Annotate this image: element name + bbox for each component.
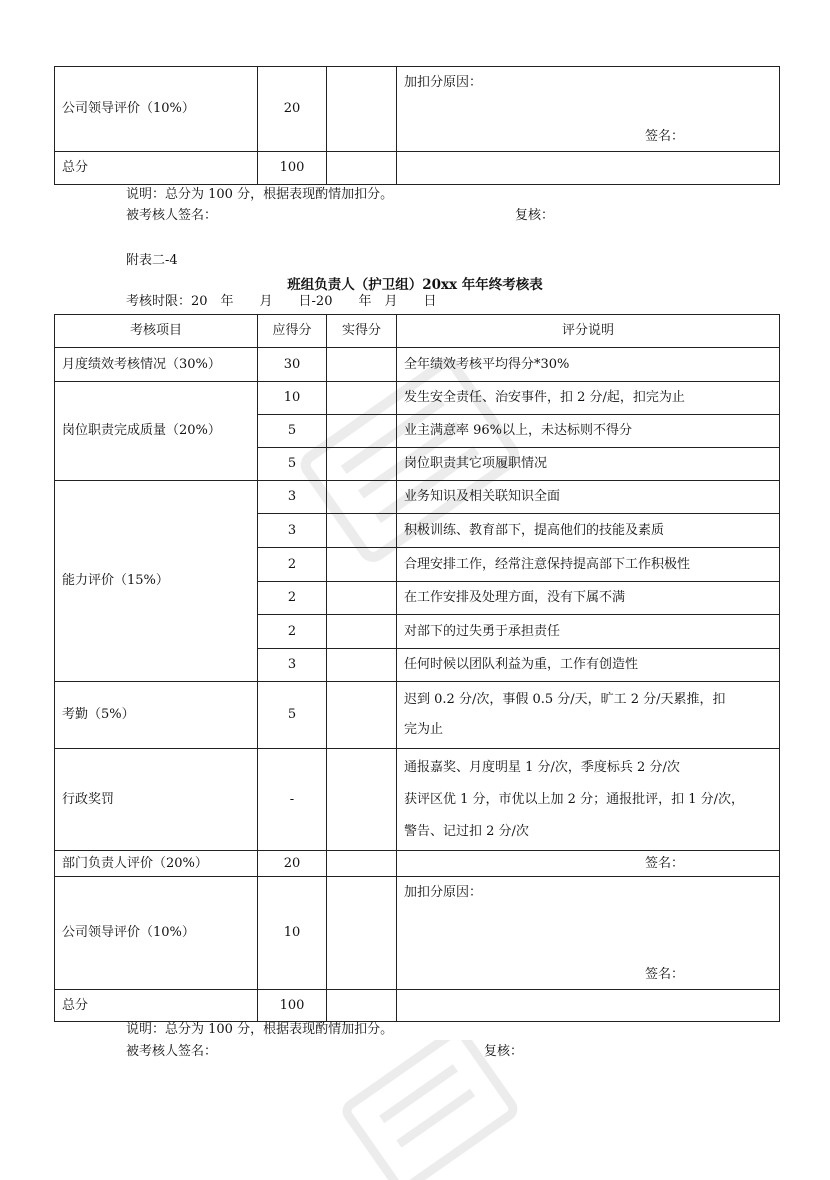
table-row	[55, 851, 780, 877]
note-text: 说明：总分为 100 分，根据表现酌情加扣分。	[126, 1022, 394, 1037]
standard-score-cell: 30	[258, 348, 327, 382]
description-cell: 发生安全责任、治安事件，扣 2 分/起，扣完为止	[397, 382, 780, 415]
reason-cell[interactable]	[397, 67, 780, 152]
actual-score-cell[interactable]	[327, 682, 397, 749]
actual-score-cell[interactable]	[327, 749, 397, 851]
description-line: 获评区优 1 分，市优以上加 2 分；通报批评，扣 1 分/次，	[404, 791, 744, 807]
standard-score-cell: 3	[258, 481, 327, 514]
description-line: 完为止	[404, 722, 444, 737]
table-row	[55, 348, 780, 382]
standard-score-cell: 20	[258, 67, 327, 152]
review-label: 复核：	[515, 208, 555, 223]
description-cell: 积极训练、教育部下，提高他们的技能及素质	[397, 514, 780, 548]
description-cell: 业务知识及相关联知识全面	[397, 481, 780, 514]
actual-score-cell[interactable]	[327, 67, 397, 152]
header-description: 评分说明	[397, 315, 780, 348]
description-cell	[397, 990, 780, 1022]
actual-score-cell[interactable]	[327, 990, 397, 1022]
standard-score-cell: 3	[258, 514, 327, 548]
description-line: 警告、记过扣 2 分/次	[404, 823, 529, 839]
description-cell: 业主满意率 96%以上，未达标则不得分	[397, 415, 780, 448]
standard-score-cell: -	[258, 749, 327, 851]
standard-score-cell: 5	[258, 415, 327, 448]
item-cell: 总分	[55, 152, 258, 185]
standard-score-cell: 2	[258, 582, 327, 615]
actual-score-cell[interactable]	[327, 348, 397, 382]
description-cell: 合理安排工作，经常注意保持提高部下工作积极性	[397, 548, 780, 582]
actual-score-cell[interactable]	[327, 481, 397, 514]
examinee-sign-label: 被考核人签名：	[126, 1044, 218, 1059]
sign-label: 签名：	[644, 855, 684, 871]
standard-score-cell: 100	[258, 152, 327, 185]
actual-score-cell[interactable]	[327, 582, 397, 615]
note-text: 说明：总分为 100 分，根据表现酌情加扣分。	[126, 187, 394, 202]
description-line: 通报嘉奖、月度明星 1 分/次，季度标兵 2 分/次	[404, 759, 680, 775]
reason-cell[interactable]	[397, 877, 780, 990]
assessment-table	[54, 314, 780, 1022]
header-actual: 实得分	[327, 315, 397, 348]
actual-score-cell[interactable]	[327, 514, 397, 548]
item-cell: 行政奖罚	[55, 749, 258, 851]
item-cell: 岗位职责完成质量（20%）	[55, 382, 258, 481]
standard-score-cell: 2	[258, 615, 327, 649]
table-row	[55, 682, 780, 749]
header-standard: 应得分	[258, 315, 327, 348]
standard-score-cell: 10	[258, 382, 327, 415]
item-cell: 部门负责人评价（20%）	[55, 851, 258, 877]
reason-label: 加扣分原因：	[404, 75, 483, 90]
description-cell	[397, 152, 780, 185]
table-row	[55, 67, 780, 152]
table-row	[55, 152, 780, 185]
sign-label: 签名：	[644, 129, 684, 144]
description-cell	[397, 682, 780, 749]
actual-score-cell[interactable]	[327, 382, 397, 415]
examinee-sign-label: 被考核人签名：	[126, 208, 218, 223]
item-cell: 能力评价（15%）	[55, 481, 258, 682]
actual-score-cell[interactable]	[327, 877, 397, 990]
description-cell	[397, 749, 780, 851]
sign-label: 签名：	[644, 967, 684, 982]
standard-score-cell: 2	[258, 548, 327, 582]
table-row	[55, 990, 780, 1022]
review-label: 复核：	[484, 1044, 524, 1059]
actual-score-cell[interactable]	[327, 448, 397, 481]
description-cell: 任何时候以团队利益为重，工作有创造性	[397, 649, 780, 682]
standard-score-cell: 20	[258, 851, 327, 877]
table-row	[55, 877, 780, 990]
actual-score-cell[interactable]	[327, 851, 397, 877]
actual-score-cell[interactable]	[327, 649, 397, 682]
item-cell: 月度绩效考核情况（30%）	[55, 348, 258, 382]
description-cell: 岗位职责其它项履职情况	[397, 448, 780, 481]
previous-form-table	[54, 66, 780, 185]
table-row	[55, 481, 780, 514]
appendix-label: 附表二-4	[126, 253, 178, 268]
reason-label: 加扣分原因：	[404, 885, 483, 900]
standard-score-cell: 100	[258, 990, 327, 1022]
description-cell: 在工作安排及处理方面，没有下属不满	[397, 582, 780, 615]
item-cell: 考勤（5%）	[55, 682, 258, 749]
actual-score-cell[interactable]	[327, 415, 397, 448]
item-cell: 公司领导评价（10%）	[55, 877, 258, 990]
item-cell: 公司领导评价（10%）	[55, 67, 258, 152]
description-cell: 全年绩效考核平均得分*30%	[397, 348, 780, 382]
watermark-stamp-icon	[330, 1040, 530, 1180]
table-row	[55, 749, 780, 851]
standard-score-cell: 3	[258, 649, 327, 682]
table-row	[55, 382, 780, 415]
page-title: 班组负责人（护卫组）20xx 年年终考核表	[287, 277, 543, 293]
actual-score-cell[interactable]	[327, 615, 397, 649]
actual-score-cell[interactable]	[327, 152, 397, 185]
standard-score-cell: 10	[258, 877, 327, 990]
header-item: 考核项目	[55, 315, 258, 348]
sign-cell[interactable]	[397, 851, 780, 877]
description-cell: 对部下的过失勇于承担责任	[397, 615, 780, 649]
actual-score-cell[interactable]	[327, 548, 397, 582]
standard-score-cell: 5	[258, 448, 327, 481]
description-line: 迟到 0.2 分/次，事假 0.5 分/天，旷工 2 分/天累推，扣	[404, 692, 726, 707]
header-row	[55, 315, 780, 348]
standard-score-cell: 5	[258, 682, 327, 749]
item-cell: 总分	[55, 990, 258, 1022]
assessment-period: 考核时限：20 年 月 日-20 年 月 日	[126, 294, 437, 309]
